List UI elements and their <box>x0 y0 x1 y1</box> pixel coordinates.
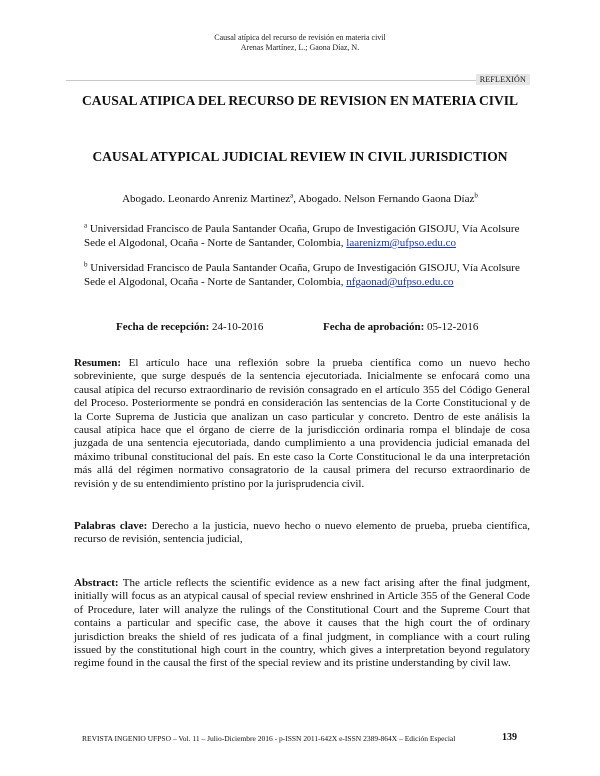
title-english: CAUSAL ATYPICAL JUDICIAL REVIEW IN CIVIL JURISDICTION <box>92 149 508 164</box>
resumen-paragraph <box>74 357 530 491</box>
affiliation-b-superscript: b <box>84 260 88 269</box>
affiliation-a-email-link[interactable]: laarenizm@ufpso.edu.co <box>346 237 456 249</box>
approved-date-label: Fecha de aprobación: <box>323 321 425 333</box>
author-b-superscript: b <box>474 191 478 200</box>
author-a-name: Abogado. Leonardo Anreniz Martinez <box>122 193 291 205</box>
abstract-label: Abstract: <box>74 577 119 589</box>
keywords-text: Derecho a la justicia, nuevo hecho o nuevo elemento de prueba, prueba científica, recurso de revisión, sentencia judicial, <box>74 520 530 546</box>
affiliation-a-text: Universidad Francisco de Paula Santander Ocaña, Grupo de Investigación GISOJU, Vía Acolsure Sede el Algodonal, Ocaña - Norte de Santander, Colombia, <box>84 223 520 249</box>
author-line <box>0 193 600 206</box>
received-date-value: 24-10-2016 <box>209 321 264 333</box>
section-tag: REFLEXIÓN <box>476 74 530 85</box>
approved-date-value: 05-12-2016 <box>424 321 479 333</box>
section-tag-bar <box>66 69 530 84</box>
abstract-text: The article reflects the scientific evidence as a new fact arising after the final judgment, initially will focus as an atypical causal of special review enshrined in Article 355 of the General Code of Procedure, later will analyze the rulings of the Constitutional Court and the Supreme Court that contains a particular and specific case, the above it causes that the high court the of ordinary jurisdiction breaks the shield of res judicata of a final judgment, in compliance with a court ruling issued by the constitutional high court in the country, which gives a interpretation beyond regulatory regime found in the causal the first of the special review and its pristine understanding by civil law. <box>74 577 530 670</box>
keywords-paragraph <box>74 520 530 547</box>
received-date-label: Fecha de recepción: <box>116 321 210 333</box>
affiliation-b-text: Universidad Francisco de Paula Santander Ocaña, Grupo de Investigación GISOJU, Vía Acolsure Sede el Algodonal, Ocaña - Norte de Santander, Colombia, <box>84 262 520 288</box>
resumen-label: Resumen: <box>74 357 122 369</box>
approved-date <box>323 321 478 334</box>
received-date <box>116 321 263 334</box>
affiliation-a-superscript: a <box>84 221 88 230</box>
running-head-authors: Arenas Martínez, L.; Gaona Díaz, N. <box>240 43 360 52</box>
resumen-text: El artículo hace una reflexión sobre la prueba científica como un nuevo hecho sobreviniente, que surge después de la sentencia ejecutoriada. Inicialmente se enfocará como una causal atípica del recurso extraordinario de revisión consagrado en el artículo 355 del Código General del Proceso. Posteriormente se pondrá en consideración las sentencias de la Corte Constitucional y de la Corte Suprema de Justicia que analizan un caso particular y concreto. Dentro de este análisis la causal atípica hace que el órgano de cierre de la jurisdicción ordinaria rompa el blindaje de cosa juzgada de una sentencia ejecutoriada, dando cumplimiento a una providencia judicial emanada del máximo tribunal constitucional del país. En este caso la Corte Constitucional le da una interpretación más allá del régimen normativo consagratorio de la causal primera del recurso extraordinario de revisión y de su entendimiento prístino por la jurisprudencia civil. <box>74 357 530 490</box>
abstract-paragraph <box>74 577 530 671</box>
keywords-label: Palabras clave: <box>74 520 148 532</box>
page-number: 139 <box>502 732 517 743</box>
running-head-title: Causal atípica del recurso de revisión en materia civil <box>214 33 386 42</box>
affiliation-b-email-link[interactable]: nfgaonad@ufpso.edu.co <box>346 276 454 288</box>
page-footer <box>82 734 522 744</box>
author-a-superscript: a <box>290 191 294 200</box>
footer-journal-info: REVISTA INGENIO UFPSO – Vol. 11 – Julio-Diciembre 2016 - p-ISSN 2011-642X e-ISSN 2389-864X – Edición Especial <box>82 734 456 743</box>
running-head <box>0 33 600 53</box>
title-spanish: CAUSAL ATIPICA DEL RECURSO DE REVISION EN MATERIA CIVIL <box>81 93 519 108</box>
affiliation-a <box>84 222 524 250</box>
author-b-name: Abogado. Nelson Fernando Gaona Díaz <box>298 193 475 205</box>
author-separator: , <box>293 193 299 205</box>
affiliation-b <box>84 261 524 289</box>
